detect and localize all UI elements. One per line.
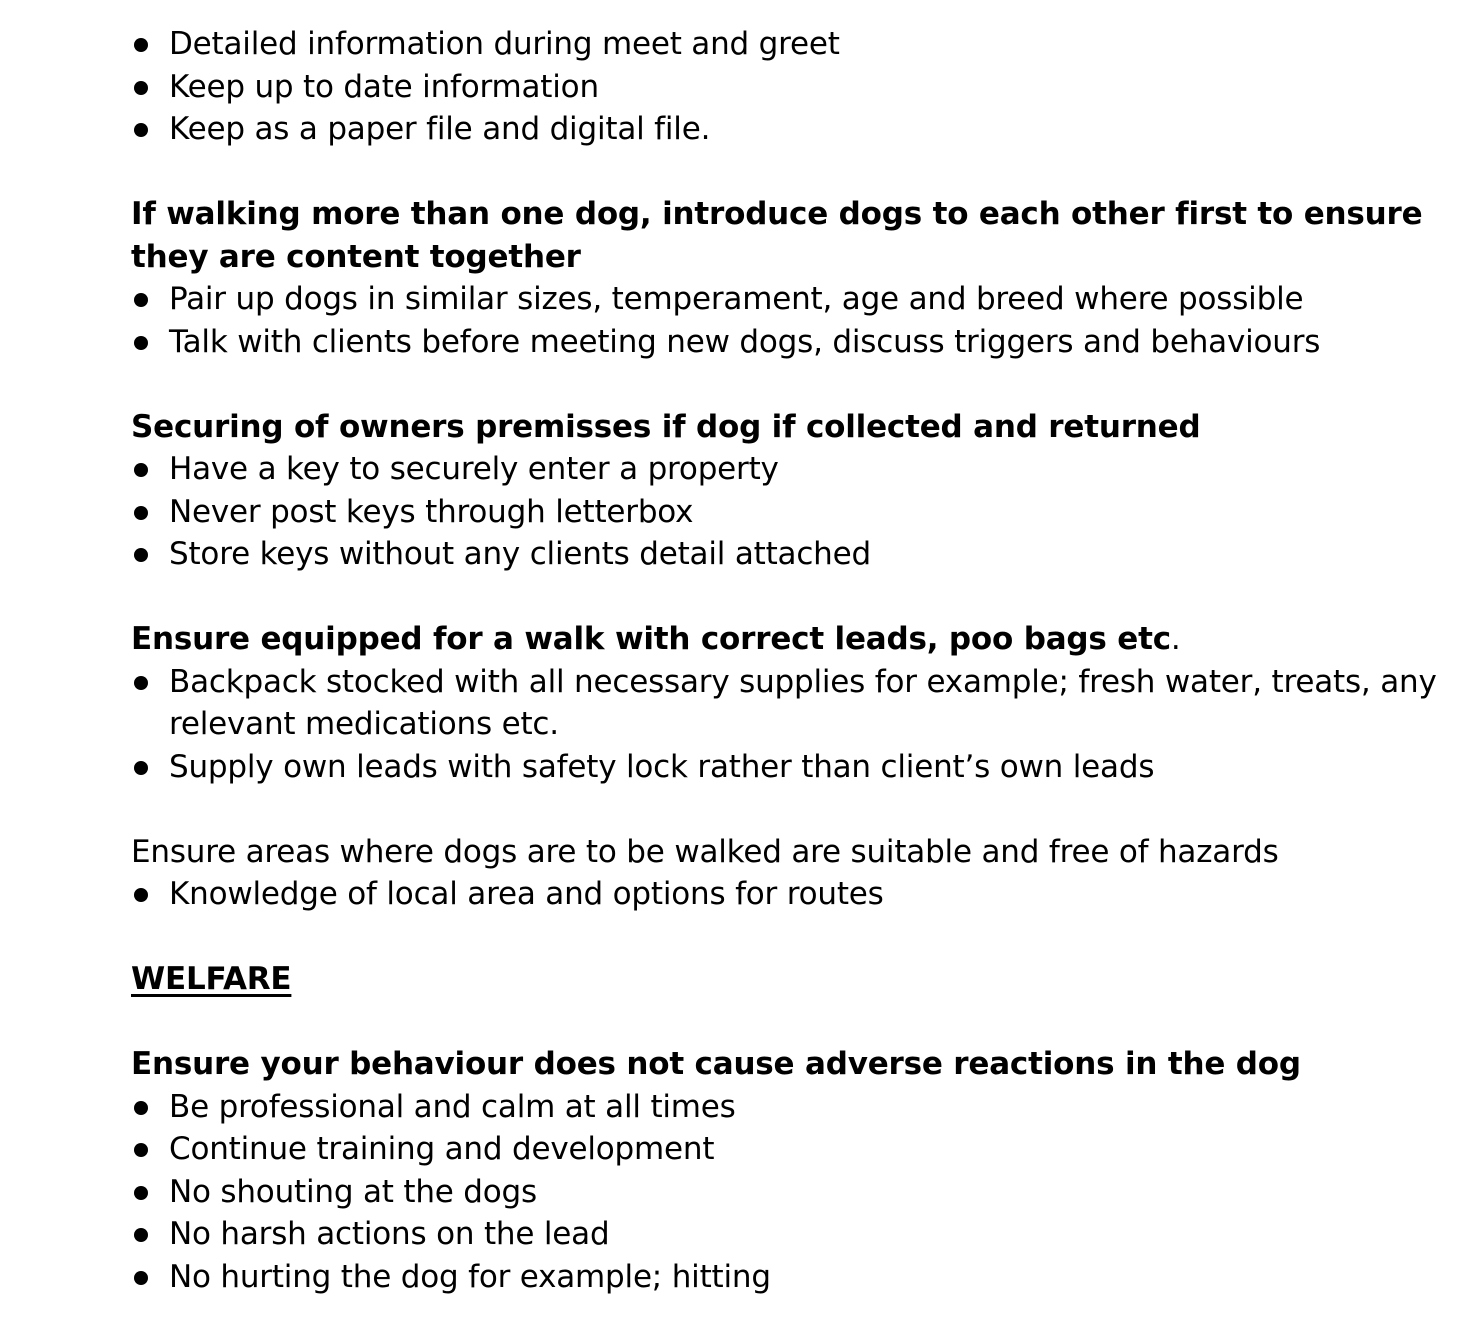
intro-list <box>131 23 1451 151</box>
list-item: Talk with clients before meeting new dogs, discuss triggers and behaviours <box>131 321 1451 364</box>
list-item: Pair up dogs in similar sizes, temperament, age and breed where possible <box>131 278 1451 321</box>
securing-premises-heading: Securing of owners premisses if dog if collected and returned <box>131 408 1201 445</box>
spacer <box>131 576 1451 619</box>
equipment-heading-suffix: . <box>1170 621 1181 657</box>
list-item: Knowledge of local area and options for routes <box>131 873 1451 916</box>
spacer <box>131 916 1451 959</box>
equipment-list <box>131 661 1451 789</box>
equipment-heading-line <box>131 618 1451 661</box>
document-page <box>131 23 1451 1298</box>
spacer <box>131 788 1451 831</box>
list-item: No shouting at the dogs <box>131 1171 1451 1214</box>
list-item: Supply own leads with safety lock rather than client’s own leads <box>131 746 1451 789</box>
spacer <box>131 1001 1451 1044</box>
list-item: No harsh actions on the lead <box>131 1213 1451 1256</box>
list-item: Never post keys through letterbox <box>131 491 1451 534</box>
list-item: Store keys without any clients detail attached <box>131 533 1451 576</box>
equipment-heading: Ensure equipped for a walk with correct leads, poo bags etc <box>131 621 1171 657</box>
multiple-dogs-list <box>131 278 1451 363</box>
multiple-dogs-heading: If walking more than one dog, introduce dogs to each other first to ensure they are content together <box>131 196 1423 275</box>
spacer <box>131 151 1451 194</box>
welfare-heading: Ensure your behaviour does not cause adverse reactions in the dog <box>131 1046 1301 1082</box>
list-item: Backpack stocked with all necessary supplies for example; fresh water, treats, any relevant medications etc. <box>131 661 1451 746</box>
list-item: No hurting the dog for example; hitting <box>131 1256 1451 1299</box>
securing-premises-list <box>131 448 1451 576</box>
walk-areas-list <box>131 873 1451 916</box>
welfare-list <box>131 1086 1451 1299</box>
list-item: Be professional and calm at all times <box>131 1086 1451 1129</box>
spacer <box>131 363 1451 406</box>
list-item: Have a key to securely enter a property <box>131 448 1451 491</box>
walk-areas-heading: Ensure areas where dogs are to be walked are suitable and free of hazards <box>131 833 1279 870</box>
list-item: Detailed information during meet and greet <box>131 23 1451 66</box>
welfare-title: WELFARE <box>131 961 292 997</box>
list-item: Keep as a paper file and digital file. <box>131 108 1451 151</box>
list-item: Keep up to date information <box>131 66 1451 109</box>
list-item: Continue training and development <box>131 1128 1451 1171</box>
